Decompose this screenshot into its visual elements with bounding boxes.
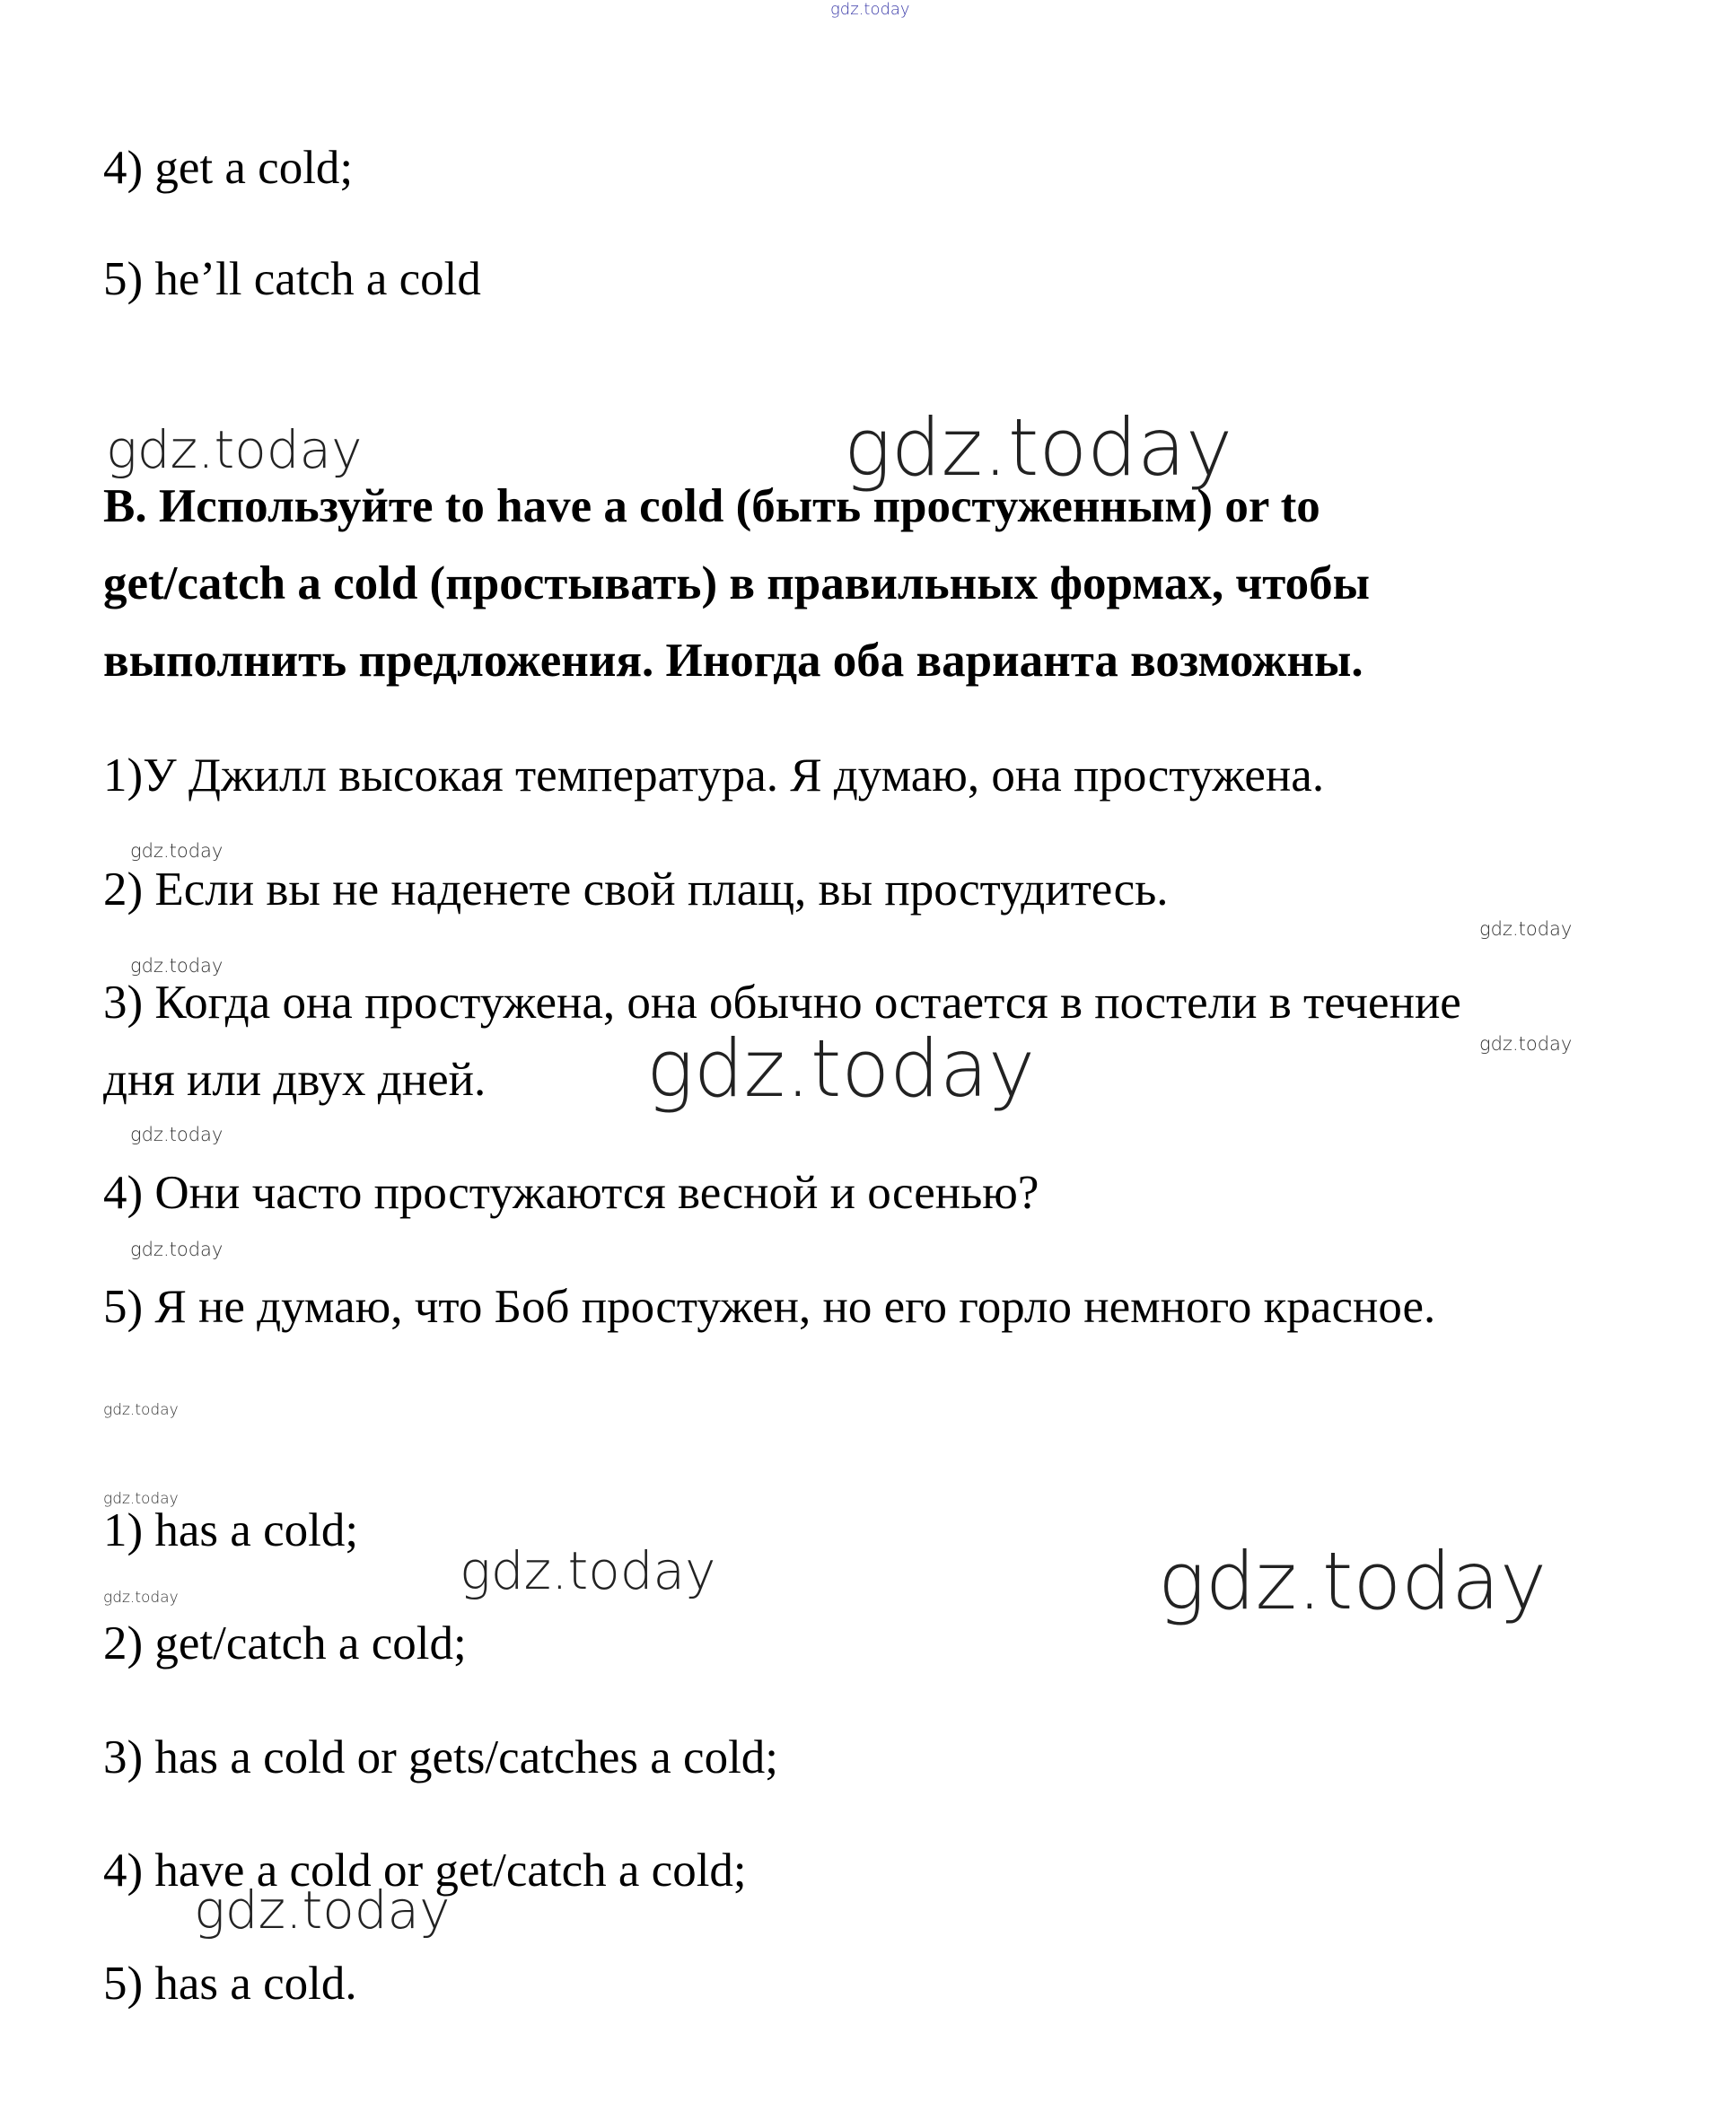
watermark-small: gdz.today [130, 1124, 224, 1145]
watermark-small: gdz.today [130, 955, 224, 977]
heading-line: B. Используйте to have a cold (быть простуженным) or to [103, 480, 1320, 532]
watermark-large: gdz.today [1158, 1535, 1547, 1627]
sentence-item: 1)У Джилл высокая температура. Я думаю, она простужена. [103, 749, 1325, 802]
watermark-large: gdz.today [844, 401, 1233, 494]
sentence-item: 3) Когда она простужена, она обычно остается в постели в течение [103, 977, 1461, 1029]
watermark-large: gdz.today [646, 1022, 1036, 1115]
answer-line: 3) has a cold or gets/catches a cold; [103, 1731, 779, 1783]
watermark-tiny: gdz.today [103, 1490, 179, 1508]
answer-line: 2) get/catch a cold; [103, 1617, 467, 1669]
watermark-small: gdz.today [1479, 1033, 1573, 1055]
sentence-item: 2) Если вы не наденете свой плащ, вы простудитесь. [103, 863, 1169, 916]
watermark-small: gdz.today [1479, 918, 1573, 940]
answer-line: 5) has a cold. [103, 1958, 357, 2010]
watermark-top: gdz.today [830, 0, 910, 19]
answer-line: 4) have a cold or get/catch a cold; [103, 1845, 747, 1897]
answer-line: 4) get a cold; [103, 142, 354, 194]
watermark-medium: gdz.today [460, 1540, 716, 1601]
answer-line: 1) has a cold; [103, 1504, 359, 1556]
heading-line: get/catch a cold (простывать) в правильных формах, чтобы [103, 557, 1371, 609]
sentence-item: 4) Они часто простужаются весной и осенью? [103, 1167, 1039, 1219]
watermark-tiny: gdz.today [103, 1589, 179, 1607]
watermark-medium: gdz.today [106, 419, 363, 480]
heading-line: выполнить предложения. Иногда оба варианта возможны. [103, 635, 1363, 687]
answer-line: 5) he’ll catch a cold [103, 253, 481, 305]
watermark-tiny: gdz.today [103, 1401, 179, 1419]
watermark-small: gdz.today [130, 1239, 224, 1260]
watermark-small: gdz.today [130, 840, 224, 862]
sentence-item: 5) Я не думаю, что Боб простужен, но его горло немного красное. [103, 1281, 1436, 1333]
watermark-medium: gdz.today [194, 1880, 451, 1941]
sentence-item: дня или двух дней. [103, 1054, 487, 1106]
